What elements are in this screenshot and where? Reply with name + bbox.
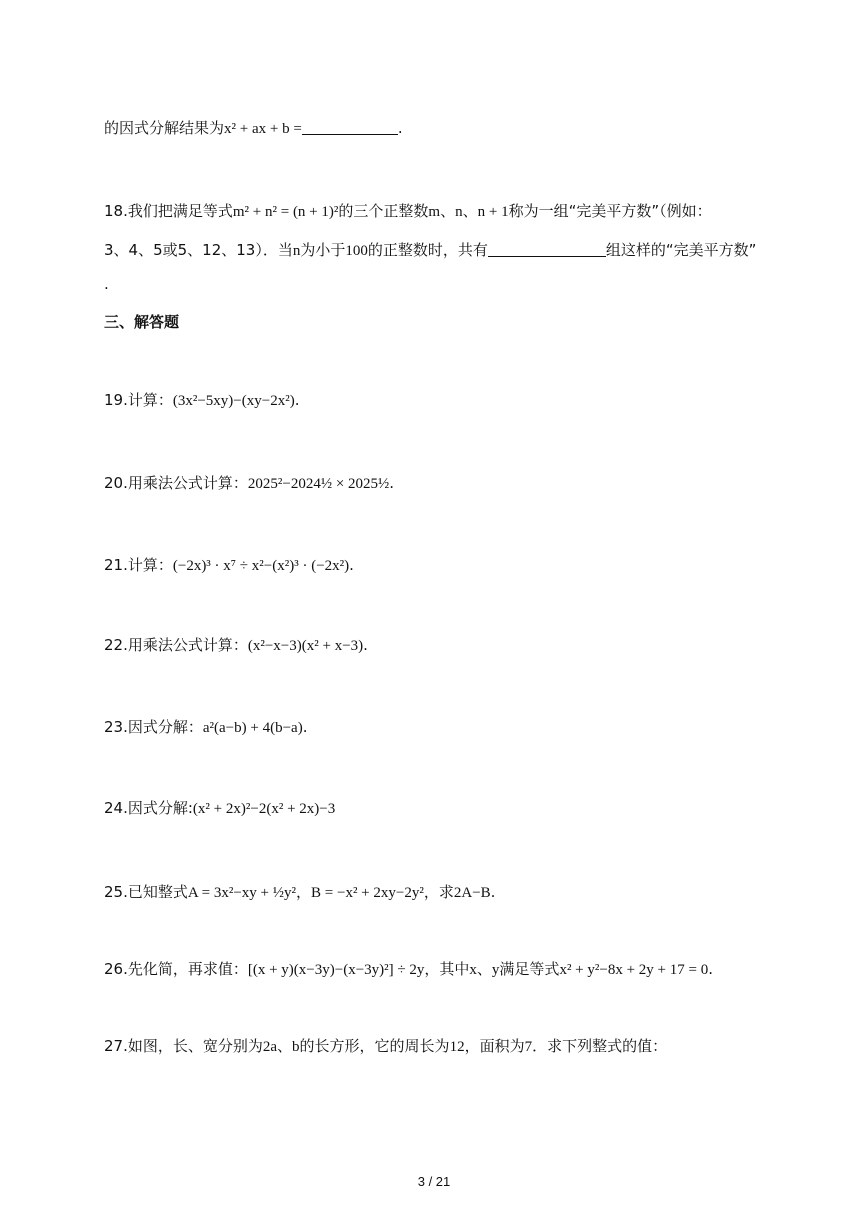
question-text: 、	[440, 202, 456, 220]
math-expression: m² + n² = (n + 1)²	[232, 204, 339, 220]
question-20	[104, 472, 394, 495]
math-expression: y	[491, 962, 500, 978]
math-expression: 2025²−2024½ × 2025½	[247, 476, 390, 492]
question-text: ，	[296, 883, 312, 901]
question-text: .	[104, 275, 109, 293]
math-expression: n	[292, 243, 301, 259]
question-text: 、	[277, 1037, 293, 1055]
question-text: .	[349, 556, 354, 574]
question-text: 满足等式	[499, 960, 560, 978]
question-text: 18.我们把满足等式	[104, 202, 233, 220]
math-expression: B = −x² + 2xy−2y²	[311, 885, 424, 901]
question-19	[104, 389, 300, 412]
q17-tail-line	[104, 117, 403, 140]
math-expression: 2a	[262, 1039, 278, 1055]
question-text: .	[294, 391, 300, 409]
math-expression: 12	[449, 1039, 465, 1055]
math-expression: 7	[524, 1039, 533, 1055]
q18-line-2	[104, 239, 756, 262]
math-expression: (x²−x−3)(x² + x−3)	[247, 638, 364, 654]
question-21	[104, 554, 354, 577]
question-26	[104, 958, 713, 981]
question-text: 的正整数时，共有	[367, 241, 488, 259]
question-text: 20.用乘法公式计算：	[104, 474, 248, 492]
question-27	[104, 1035, 667, 1058]
question-text: ，求	[423, 883, 454, 901]
question-text: 、	[476, 960, 492, 978]
question-text: 的长方形，它的周长为	[299, 1037, 450, 1055]
math-expression: 2A−B	[453, 885, 491, 901]
math-expression: n	[455, 204, 463, 220]
question-text: 为小于	[300, 241, 346, 259]
question-text: 3、4、5或5、12、13）．当	[104, 241, 293, 259]
question-text: 的因式分解结果为	[104, 119, 225, 137]
math-expression: x	[469, 962, 477, 978]
math-expression: n + 1	[477, 204, 509, 220]
math-expression: x² + ax + b =	[224, 121, 302, 137]
question-text: .	[708, 960, 714, 978]
question-text: ．求下列整式的值：	[532, 1037, 668, 1055]
question-22	[104, 634, 368, 657]
question-25	[104, 881, 495, 904]
answer-blank	[488, 241, 606, 257]
math-expression: (3x²−5xy)−(xy−2x²)	[172, 393, 295, 409]
question-text: 21.计算：	[104, 556, 173, 574]
answer-blank	[302, 119, 398, 135]
page-number: 3 / 21	[417, 1174, 451, 1189]
question-text: .	[389, 474, 395, 492]
question-text: 称为一组“完美平方数”（例如：	[508, 202, 712, 220]
math-expression: (x² + 2x)²−2(x² + 2x)−3	[192, 801, 336, 817]
question-text: 23.因式分解：	[104, 718, 203, 736]
math-expression: m	[428, 204, 441, 220]
math-expression: x² + y²−8x + 2y + 17 = 0	[559, 962, 709, 978]
question-24	[104, 797, 335, 820]
question-text: 三、解答题	[104, 313, 180, 331]
math-expression: (−2x)³ · x⁷ ÷ x²−(x²)³ · (−2x²)	[172, 558, 350, 574]
question-text: 22.用乘法公式计算：	[104, 636, 248, 654]
question-text: ，面积为	[464, 1037, 525, 1055]
question-text: 19.计算：	[104, 391, 173, 409]
section-heading-answers	[104, 311, 179, 333]
question-text: .	[363, 636, 368, 654]
math-expression: b	[292, 1039, 300, 1055]
q18-line-3	[104, 273, 109, 295]
question-text: 组这样的“完美平方数”	[605, 241, 757, 259]
question-text: 27.如图，长、宽分别为	[104, 1037, 263, 1055]
math-expression: a²(a−b) + 4(b−a)	[202, 720, 303, 736]
question-text: 、	[462, 202, 478, 220]
question-text: ，其中	[424, 960, 470, 978]
question-text: .	[397, 119, 403, 137]
question-23	[104, 716, 307, 739]
math-expression: A = 3x²−xy + ½y²	[187, 885, 296, 901]
math-expression: 100	[345, 243, 368, 259]
question-text: .	[490, 883, 496, 901]
q18-line-1	[104, 200, 712, 223]
question-text: 26.先化简，再求值：	[104, 960, 248, 978]
question-text: 24.因式分解:	[104, 799, 193, 817]
question-text: 的三个正整数	[338, 202, 429, 220]
math-expression: [(x + y)(x−3y)−(x−3y)²] ÷ 2y	[247, 962, 425, 978]
question-text: 25.已知整式	[104, 883, 188, 901]
question-text: .	[302, 718, 308, 736]
